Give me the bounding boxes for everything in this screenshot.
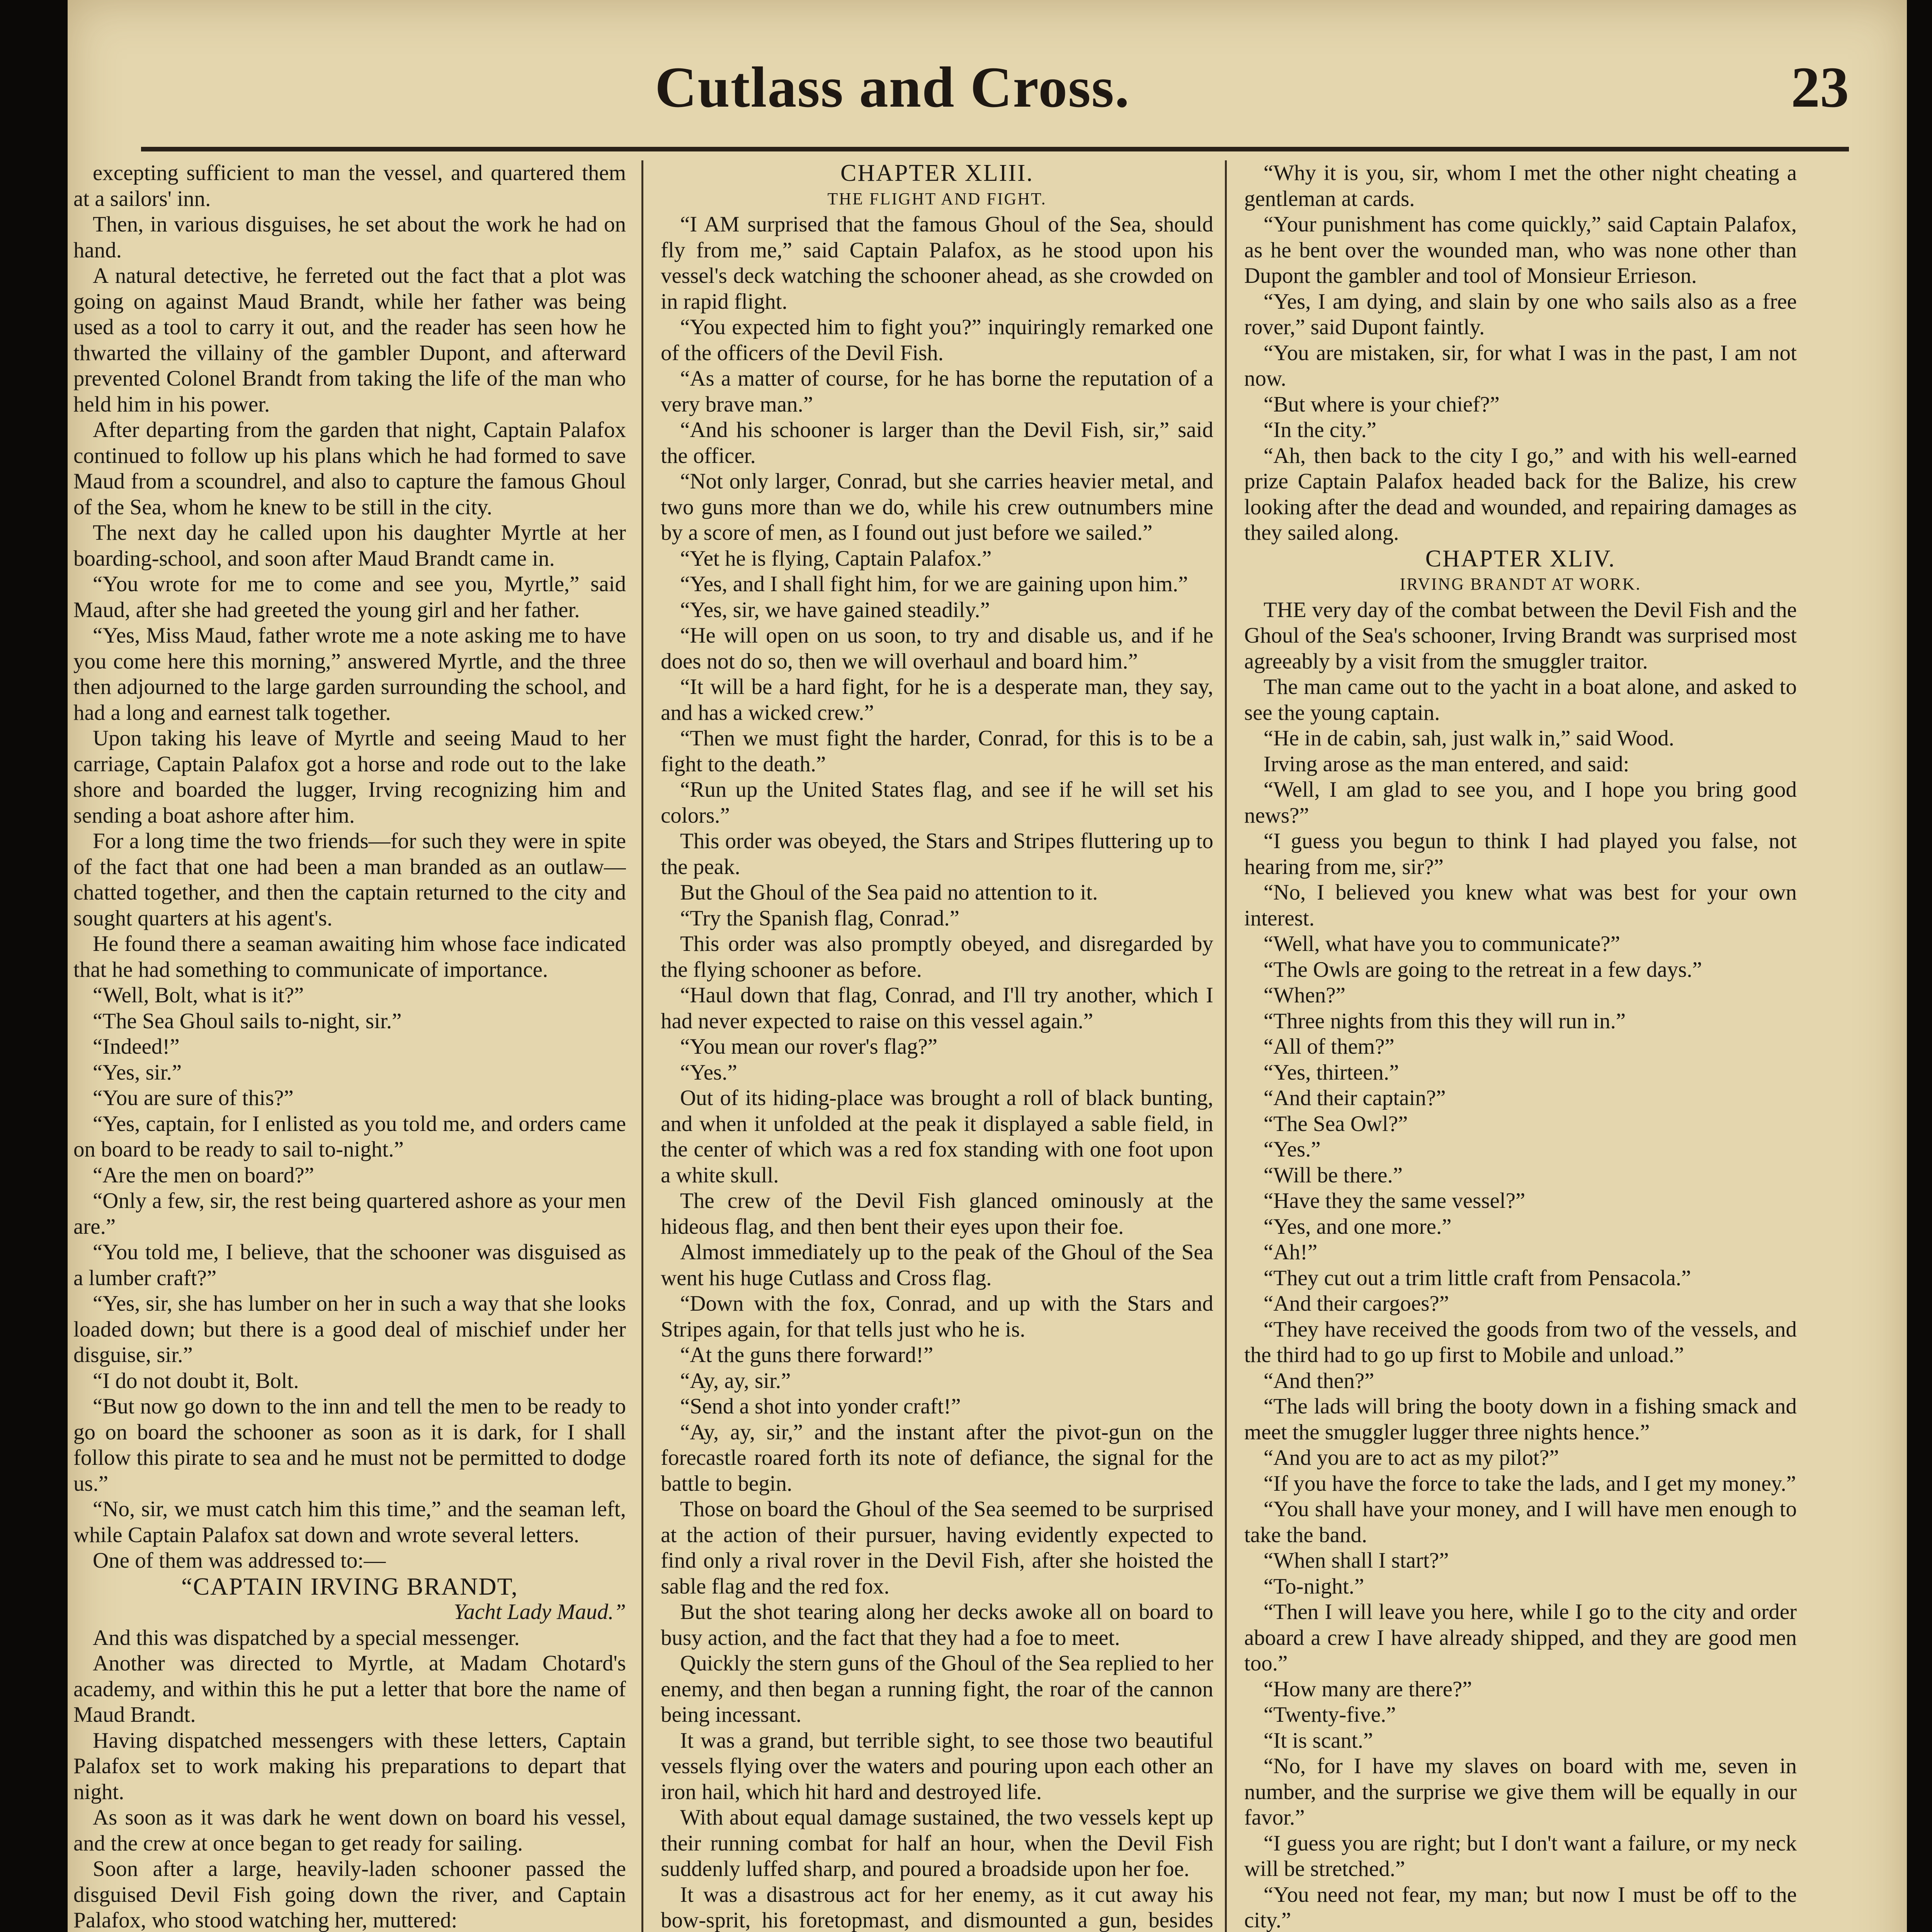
paragraph: “You mean our rover's flag?” <box>680 1034 938 1059</box>
paragraph: The man came out to the yacht in a boat alone, and asked to see the young captain. <box>1244 675 1797 725</box>
chapter-heading: CHAPTER XLIV. <box>1425 545 1616 572</box>
paragraph: “Ah!” <box>1264 1240 1318 1264</box>
paragraph: He found there a seaman awaiting him whose face indicated that he had something to communicate of importance. <box>73 932 626 982</box>
paragraph: “Down with the fox, Conrad, and up with the Stars and Stripes again, for that tells just who he is. <box>661 1291 1213 1342</box>
paragraph: “And his schooner is larger than the Devil Fish, sir,” said the officer. <box>661 418 1213 468</box>
paragraph: “And their cargoes?” <box>1264 1291 1449 1316</box>
paragraph: “Yes, Miss Maud, father wrote me a note asking me to have you come here this morning,” answered Myrtle, and the three then adjourned to the large garden surrounding the school, and had a long and earnest talk together. <box>73 623 626 725</box>
paragraph: “I guess you begun to think I had played you false, not hearing from me, sir?” <box>1244 829 1797 879</box>
paragraph: “Then we must fight the harder, Conrad, for this is to be a fight to the death.” <box>661 726 1213 776</box>
paragraph: This order was obeyed, the Stars and Stripes fluttering up to the peak. <box>661 829 1213 879</box>
paragraph: One of them was addressed to:— <box>93 1548 386 1573</box>
paragraph: “Well, what have you to communicate?” <box>1264 932 1620 956</box>
paragraph: “Yes.” <box>680 1060 737 1085</box>
paragraph: “Indeed!” <box>93 1034 180 1059</box>
paragraph: Another was directed to Myrtle, at Madam Chotard's academy, and within this he put a letter that bore the name of Maud Brandt. <box>73 1651 626 1727</box>
paragraph: “You expected him to fight you?” inquiringly remarked one of the officers of the Devil Fish. <box>661 315 1213 365</box>
paragraph: “No, I believed you knew what was best for your own interest. <box>1244 880 1797 930</box>
page-number: 23 <box>1791 55 1849 119</box>
paragraph: “Haul down that flag, Conrad, and I'll try another, which I had never expected to raise on this vessel again.” <box>661 983 1213 1033</box>
paragraph: “To-night.” <box>1264 1574 1364 1599</box>
paragraph: Having dispatched messengers with these letters, Captain Palafox set to work making his preparations to depart that night. <box>73 1728 626 1804</box>
paragraph: “At the guns there forward!” <box>680 1343 934 1367</box>
paragraph: It was a grand, but terrible sight, to see those two beautiful vessels flying over the waters and pouring upon each other an iron hail, which hit hard and destroyed life. <box>661 1728 1213 1804</box>
page-header <box>141 50 1849 151</box>
paragraph: “It will be a hard fight, for he is a desperate man, they say, and has a wicked crew.” <box>661 675 1213 725</box>
page-title: Cutlass and Cross. <box>655 55 1130 119</box>
paragraph: “No, sir, we must catch him this time,” and the seaman left, while Captain Palafox sat down and wrote several letters. <box>73 1497 626 1547</box>
paragraph: Soon after a large, heavily-laden schooner passed the disguised Devil Fish going down the river, and Captain Palafox, who stood watching her, muttered: <box>73 1857 626 1932</box>
paragraph: “You are mistaken, sir, for what I was in the past, I am not now. <box>1244 340 1797 391</box>
paragraph: With about equal damage sustained, the two vessels kept up their running combat for half an hour, when the Devil Fish suddenly luffed sharp, and poured a broadside upon her foe. <box>661 1805 1213 1881</box>
paragraph: Almost immediately up to the peak of the Ghoul of the Sea went his huge Cutlass and Cross flag. <box>661 1240 1213 1290</box>
paragraph: “Yes, and I shall fight him, for we are gaining upon him.” <box>680 572 1188 596</box>
paragraph: For a long time the two friends—for such they were in spite of the fact that one had been a man branded as an outlaw—chatted together, and then the captain returned to the city and sought quarters at his agent's. <box>73 829 626 930</box>
paragraph: “Only a few, sir, the rest being quartered ashore as your men are.” <box>73 1189 626 1239</box>
paragraph: Then, in various disguises, he set about the work he had on hand. <box>73 212 626 262</box>
paragraph: Irving arose as the man entered, and said: <box>1264 752 1629 776</box>
paragraph: “Yet he is flying, Captain Palafox.” <box>680 546 992 571</box>
paragraph: “The Sea Owl?” <box>1264 1111 1408 1136</box>
paragraph: “No, for I have my slaves on board with me, seven in number, and the surprise we give them will be equally in our favor.” <box>1244 1754 1797 1830</box>
paragraph: “Yes, captain, for I enlisted as you told me, and orders came on board to be ready to sail to-night.” <box>73 1111 626 1162</box>
paragraph: “And then?” <box>1264 1368 1374 1393</box>
paragraph: “I AM surprised that the famous Ghoul of the Sea, should fly from me,” said Captain Palafox, as he stood upon his vessel's deck watching the schooner ahead, as she crowded on in rapid flight. <box>661 212 1213 314</box>
column-rule-1 <box>641 160 643 1932</box>
paragraph: “He in de cabin, sah, just walk in,” said Wood. <box>1264 726 1674 750</box>
paragraph: “Have they the same vessel?” <box>1264 1189 1526 1213</box>
paragraph: THE very day of the combat between the Devil Fish and the Ghoul of the Sea's schooner, Irving Brandt was surprised most agreeably by a visit from the smuggler traitor. <box>1244 597 1797 673</box>
column-rule-2 <box>1225 160 1227 1932</box>
paragraph: “When shall I start?” <box>1264 1548 1449 1573</box>
paragraph: “The Sea Ghoul sails to-night, sir.” <box>93 1009 402 1033</box>
paragraph: “As a matter of course, for he has borne the reputation of a very brave man.” <box>661 366 1213 417</box>
paragraph: “Yes, sir.” <box>93 1060 182 1085</box>
paragraph: After departing from the garden that night, Captain Palafox continued to follow up his plans which he had formed to save Maud from a scoundrel, and also to capture the famous Ghoul of the Sea, whom he knew to be still in the city. <box>73 418 626 519</box>
paragraph: “They cut out a trim little craft from Pensacola.” <box>1264 1265 1691 1290</box>
paragraph: “Yes, and one more.” <box>1264 1214 1452 1239</box>
paragraph: “In the city.” <box>1264 418 1377 442</box>
paragraph: But the shot tearing along her decks awoke all on board to busy action, and the fact that they had a foe to meet. <box>661 1600 1213 1650</box>
paragraph: The crew of the Devil Fish glanced ominously at the hideous flag, and then bent their eyes upon their foe. <box>661 1189 1213 1239</box>
paragraph: “When?” <box>1264 983 1345 1007</box>
paragraph: “Yes, thirteen.” <box>1264 1060 1399 1085</box>
paragraph: “But now go down to the inn and tell the men to be ready to go on board the schooner as soon as it is dark, for I shall follow this pirate to sea and he must not be permitted to dodge us.” <box>73 1394 626 1496</box>
paragraph: “The lads will bring the booty down in a fishing smack and meet the smuggler lugger three nights hence.” <box>1244 1394 1797 1444</box>
paragraph: “Twenty-five.” <box>1264 1702 1396 1727</box>
paragraph: “The Owls are going to the retreat in a few days.” <box>1264 957 1702 982</box>
paragraph: “Well, Bolt, what is it?” <box>93 983 304 1007</box>
paragraph: “You told me, I believe, that the schooner was disguised as a lumber craft?” <box>73 1240 626 1290</box>
paragraph: “Ah, then back to the city I go,” and with his well-earned prize Captain Palafox headed back for the Balize, his crew looking after the dead and wounded, and repairing damages as they sailed along. <box>1244 443 1797 545</box>
paragraph: A natural detective, he ferreted out the fact that a plot was going on against Maud Brandt, while her father was being used as a tool to carry it out, and the reader has seen how he thwarted the villainy of the gambler Dupont, and afterward prevented Colonel Brandt from taking the life of the man who held him in his power. <box>73 264 626 417</box>
paragraph: “You wrote for me to come and see you, Myrtle,” said Maud, after she had greeted the young girl and her father. <box>73 572 626 622</box>
paragraph: The next day he called upon his daughter Myrtle at her boarding-school, and soon after Maud Brandt came in. <box>73 520 626 571</box>
paragraph: “Will be there.” <box>1264 1163 1403 1187</box>
paragraph: “How many are there?” <box>1264 1677 1472 1701</box>
chapter-heading: CHAPTER XLIII. <box>840 160 1034 186</box>
paragraph: “Ay, ay, sir,” and the instant after the pivot-gun on the forecastle roared forth its note of defiance, the signal for the battle to begin. <box>661 1420 1213 1496</box>
paragraph: Quickly the stern guns of the Ghoul of the Sea replied to her enemy, and then began a running fight, the roar of the cannon being incessant. <box>661 1651 1213 1727</box>
paragraph: “It is scant.” <box>1264 1728 1373 1753</box>
letter-address: “CAPTAIN IRVING BRANDT, <box>181 1572 518 1600</box>
paragraph: “Yes.” <box>1264 1137 1321 1162</box>
paragraph: excepting sufficient to man the vessel, and quartered them at a sailors' inn. <box>73 161 626 211</box>
paragraph: “Yes, I am dying, and slain by one who sails also as a free rover,” said Dupont faintly. <box>1244 289 1797 339</box>
paragraph: “Yes, sir, we have gained steadily.” <box>680 597 990 622</box>
paragraph: “If you have the force to take the lads, and I get my money.” <box>1264 1471 1796 1496</box>
paragraph: “You shall have your money, and I will have men enough to take the band. <box>1244 1497 1797 1547</box>
paragraph: “Not only larger, Conrad, but she carries heavier metal, and two guns more than we do, while his crew outnumbers mine by a score of men, as I found out just before we sailed.” <box>661 469 1213 545</box>
paragraph: And this was dispatched by a special messenger. <box>93 1625 520 1650</box>
text-column-3 <box>1244 160 1797 1932</box>
paragraph: “I guess you are right; but I don't want a failure, or my neck will be stretched.” <box>1244 1831 1797 1881</box>
paragraph: “Ay, ay, sir.” <box>680 1368 791 1393</box>
paragraph: “All of them?” <box>1264 1034 1395 1059</box>
text-column-2 <box>661 160 1213 1932</box>
paragraph: “But where is your chief?” <box>1264 392 1500 417</box>
chapter-subheading: IRVING BRANDT AT WORK. <box>1400 575 1641 594</box>
paragraph: “Well, I am glad to see you, and I hope you bring good news?” <box>1244 777 1797 828</box>
paragraph: “He will open on us soon, to try and disable us, and if he does not do so, then we will overhaul and board him.” <box>661 623 1213 673</box>
paragraph: Those on board the Ghoul of the Sea seemed to be surprised at the action of their pursuer, having evidently expected to find only a rival rover in the Devil Fish, after she hoisted the sable flag and the red fox. <box>661 1497 1213 1599</box>
paragraph: “And their captain?” <box>1264 1086 1446 1110</box>
paragraph: “Run up the United States flag, and see if he will set his colors.” <box>661 777 1213 828</box>
paragraph: “And you are to act as my pilot?” <box>1264 1446 1559 1470</box>
chapter-subheading: THE FLIGHT AND FIGHT. <box>827 189 1047 208</box>
paragraph: As soon as it was dark he went down on board his vessel, and the crew at once began to get ready for sailing. <box>73 1805 626 1855</box>
paragraph: “You are sure of this?” <box>93 1086 294 1110</box>
paragraph: “Try the Spanish flag, Conrad.” <box>680 906 959 930</box>
paragraph: It was a disastrous act for her enemy, as it cut away his bow-sprit, his foretopmast, and dismounted a gun, besides <box>661 1882 1213 1932</box>
paragraph: This order was also promptly obeyed, and disregarded by the flying schooner as before. <box>661 932 1213 982</box>
letter-address-line: Yacht Lady Maud.” <box>453 1600 626 1624</box>
paragraph: “Then I will leave you here, while I go to the city and order aboard a crew I have already shipped, and they are good men too.” <box>1244 1600 1797 1675</box>
paragraph: “I do not doubt it, Bolt. <box>93 1368 299 1393</box>
paragraph: Upon taking his leave of Myrtle and seeing Maud to her carriage, Captain Palafox got a horse and rode out to the lake shore and boarded the lugger, Irving recognizing him and sending a boat ashore after him. <box>73 726 626 828</box>
paragraph: But the Ghoul of the Sea paid no attention to it. <box>680 880 1098 905</box>
paragraph: “Three nights from this they will run in.” <box>1264 1009 1626 1033</box>
text-column-1 <box>73 160 626 1932</box>
paragraph: “You need not fear, my man; but now I must be off to the city.” <box>1244 1882 1797 1932</box>
paragraph: “Are the men on board?” <box>93 1163 314 1187</box>
paragraph: “Your punishment has come quickly,” said Captain Palafox, as he bent over the wounded man, who was none other than Dupont the gambler and tool of Monsieur Errieson. <box>1244 212 1797 288</box>
paragraph: Out of its hiding-place was brought a roll of black bunting, and when it unfolded at the peak it displayed a sable field, in the center of which was a red fox standing with one foot upon a white skull. <box>661 1086 1213 1187</box>
paragraph: “Yes, sir, she has lumber on her in such a way that she looks loaded down; but there is a good deal of mischief under her disguise, sir.” <box>73 1291 626 1367</box>
paragraph: “Send a shot into yonder craft!” <box>680 1394 961 1418</box>
paragraph: “Why it is you, sir, whom I met the other night cheating a gentleman at cards. <box>1244 161 1797 211</box>
paragraph: “They have received the goods from two of the vessels, and the third had to go up first to Mobile and unload.” <box>1244 1317 1797 1367</box>
